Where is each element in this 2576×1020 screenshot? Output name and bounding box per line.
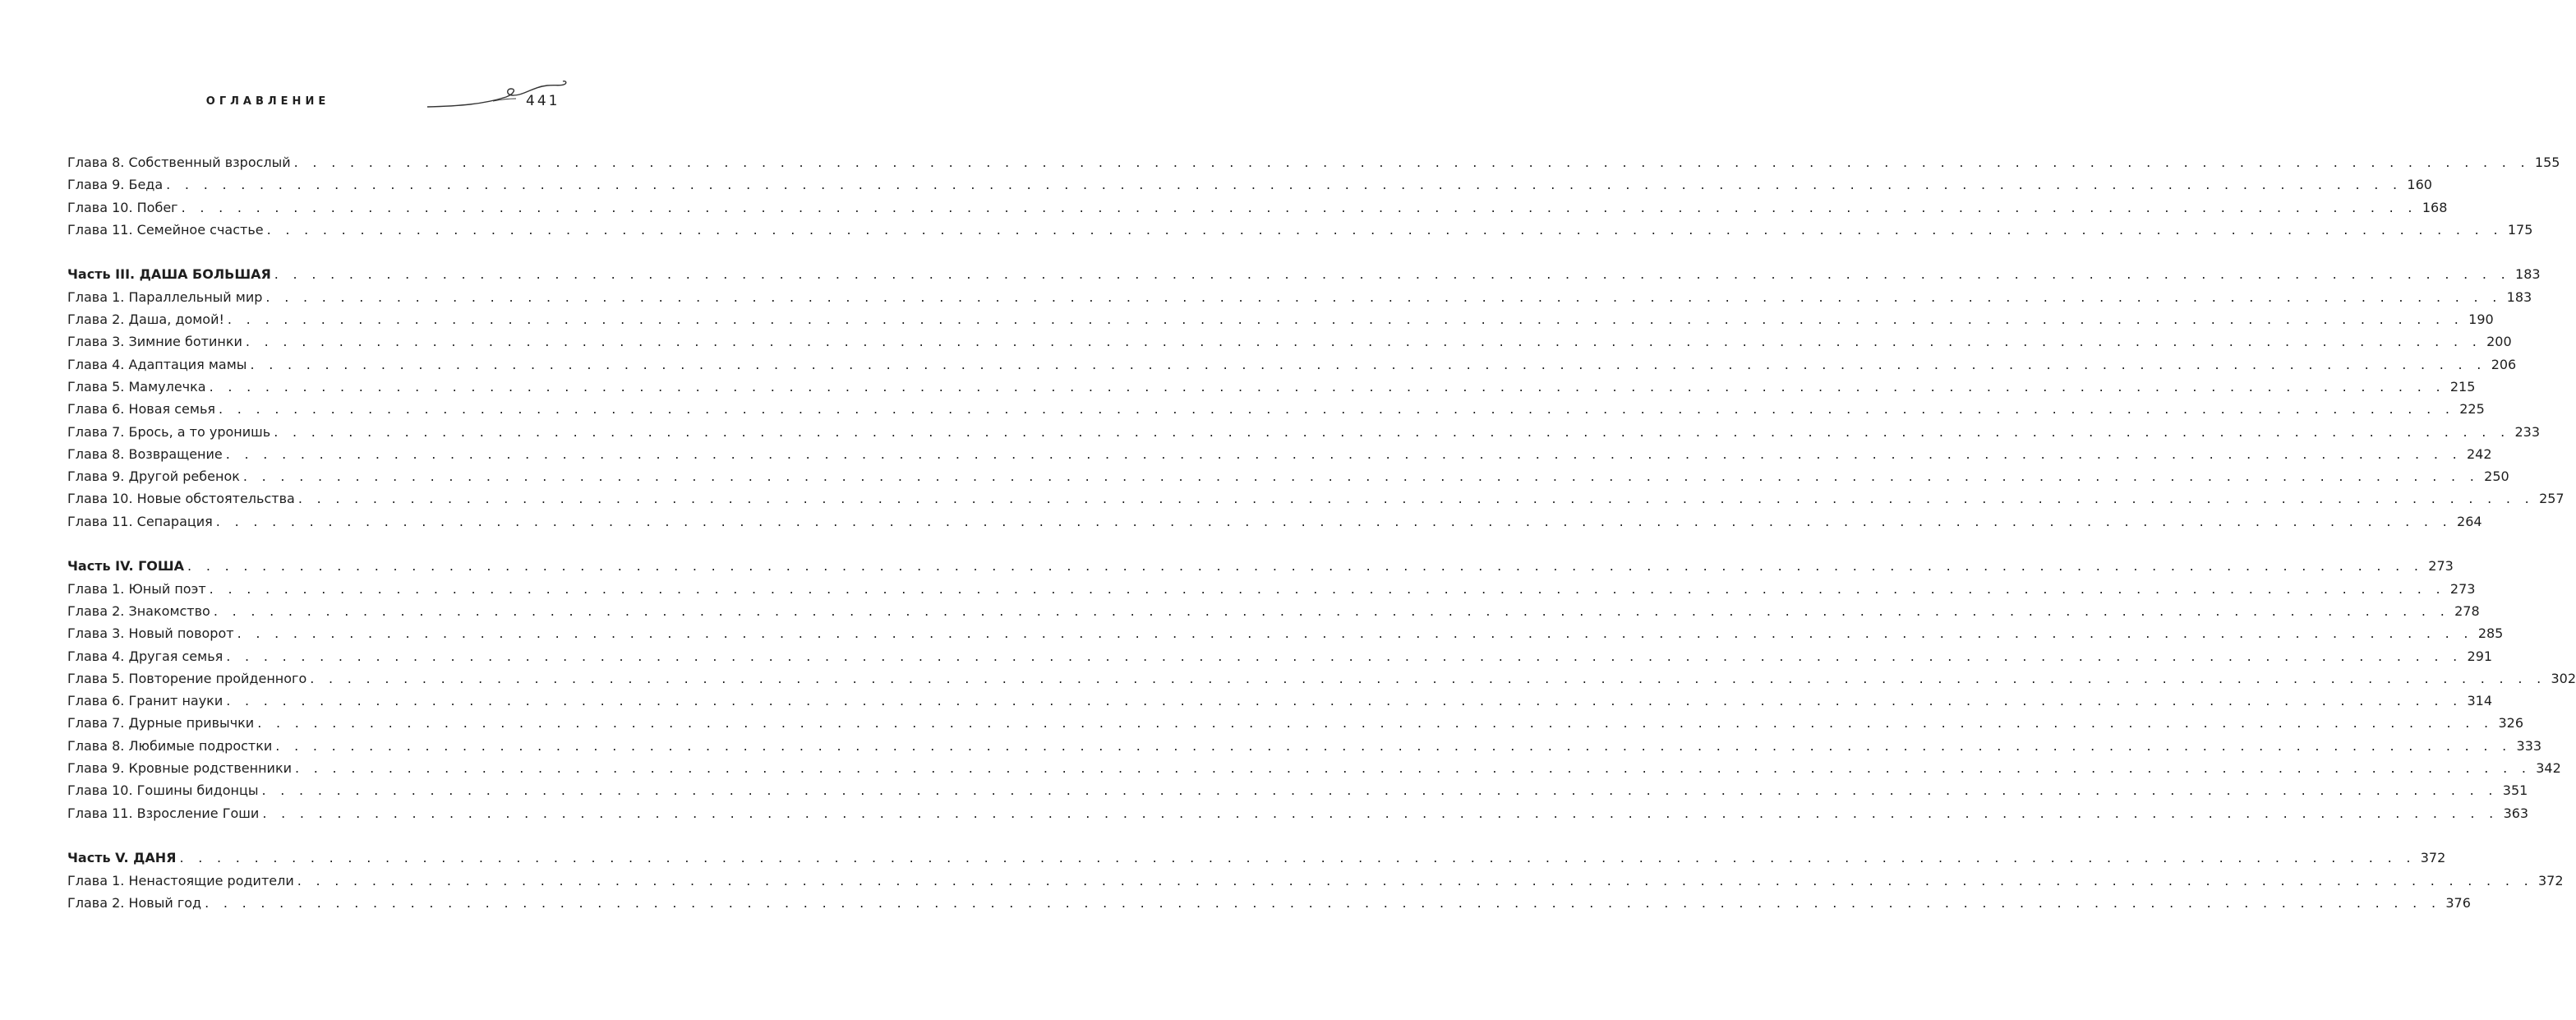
toc-chapter-entry xyxy=(67,330,2512,353)
dot-leader: . . . . . . . . . . . . . . . . . . . . . . . . . . . . . . . . . . . . . . . . . . . . . . . . . . . . . . . . . . . . . . . . . . . . . . . . . . . . . . . . . . . . . . . . . . . . . . . . . . . . . . . . . . . . . . . . . . . . . . . . xyxy=(274,266,2511,283)
toc-chapter-entry xyxy=(67,151,2560,173)
toc-chapter-entry xyxy=(67,443,2492,465)
toc-chapter-entry xyxy=(67,600,2480,622)
toc-chapter-entry xyxy=(67,421,2541,443)
page-ref: 264 xyxy=(2457,513,2482,529)
page-ref: 273 xyxy=(2449,580,2476,597)
chapter-title: Глава 1. Ненастоящие родители xyxy=(67,872,294,888)
page-ref: 326 xyxy=(2498,715,2523,732)
toc-chapter-entry xyxy=(67,398,2485,420)
chapter-title: Глава 11. Сепарация xyxy=(67,513,213,529)
dot-leader: . . . . . . . . . . . . . . . . . . . . . . . . . . . . . . . . . . . . . . . . . . . . . . . . . . . . . . . . . . . . . . . . . . . . . . . . . . . . . . . . . . . . . . . . . . . . . . . . . . . . . . . . . . . . . . . . . . . . . . . . xyxy=(225,445,2462,462)
chapter-title: Глава 8. Возвращение xyxy=(67,445,223,462)
dot-leader: . . . . . . . . . . . . . . . . . . . . . . . . . . . . . . . . . . . . . . . . . . . . . . . . . . . . . . . . . . . . . . . . . . . . . . . . . . . . . . . . . . . . . . . . . . . . . . . . . . . . . . . . . . . . . . . . . . . . . . . . xyxy=(187,558,2424,575)
toc-chapter-entry xyxy=(67,712,2523,734)
page-ref: 278 xyxy=(2454,602,2480,619)
dot-leader: . . . . . . . . . . . . . . . . . . . . . . . . . . . . . . . . . . . . . . . . . . . . . . . . . . . . . . . . . . . . . . . . . . . . . . . . . . . . . . . . . . . . . . . . . . . . . . . . . . . . . . . . . . . . . . . . . . . . . . . . xyxy=(215,513,2453,529)
chapter-title: Глава 11. Взросление Гоши xyxy=(67,805,260,821)
toc-chapter-entry xyxy=(67,735,2542,757)
dot-leader: . . . . . . . . . . . . . . . . . . . . . . . . . . . . . . . . . . . . . . . . . . . . . . . . . . . . . . . . . . . . . . . . . . . . . . . . . . . . . . . . . . . . . . . . . . . . . . . . . . . . . . . . . . . . . . . . . . . . . . . . xyxy=(261,782,2498,799)
toc-chapter-entry xyxy=(67,578,2476,600)
toc-chapter-entry xyxy=(67,376,2476,398)
toc-part-entry xyxy=(67,555,2454,577)
dot-leader: . . . . . . . . . . . . . . . . . . . . . . . . . . . . . . . . . . . . . . . . . . . . . . . . . . . . . . . . . . . . . . . . . . . . . . . . . . . . . . . . . . . . . . . . . . . . . . . . . . . . . . . . . . . . . . . . . . . . . . . . xyxy=(226,693,2463,709)
dot-leader: . . . . . . . . . . . . . . . . . . . . . . . . . . . . . . . . . . . . . . . . . . . . . . . . . . . . . . . . . . . . . . . . . . . . . . . . . . . . . . . . . . . . . . . . . . . . . . . . . . . . . . . . . . . . . . . . . . . . . . . . xyxy=(242,468,2480,485)
chapter-title: Глава 4. Адаптация мамы xyxy=(67,356,247,372)
dot-leader: . . . . . . . . . . . . . . . . . . . . . . . . . . . . . . . . . . . . . . . . . . . . . . . . . . . . . . . . . . . . . . . . . . . . . . . . . . . . . . . . . . . . . . . . . . . . . . . . . . . . . . . . . . . . . . . . . . . . . . . . xyxy=(274,423,2510,440)
chapter-title: Глава 6. Гранит науки xyxy=(67,693,223,709)
part-title: Часть III. ДАША БОЛЬШАЯ xyxy=(67,266,271,283)
toc-chapter-entry xyxy=(67,196,2448,219)
dot-leader: . . . . . . . . . . . . . . . . . . . . . . . . . . . . . . . . . . . . . . . . . . . . . . . . . . . . . . . . . . . . . . . . . . . . . . . . . . . . . . . . . . . . . . . . . . . . . . . . . . . . . . . . . . . . . . . . . . . . . . . . xyxy=(257,715,2494,732)
table-of-contents xyxy=(67,151,2576,914)
toc-chapter-entry xyxy=(67,892,2471,914)
page-ref: 372 xyxy=(2420,850,2446,866)
page-ref: 215 xyxy=(2449,378,2476,395)
dot-leader: . . . . . . . . . . . . . . . . . . . . . . . . . . . . . . . . . . . . . . . . . . . . . . . . . . . . . . . . . . . . . . . . . . . . . . . . . . . . . . . . . . . . . . . . . . . . . . . . . . . . . . . . . . . . . . . . . . . . . . . . xyxy=(209,580,2445,597)
page-ref: 250 xyxy=(2484,468,2509,485)
page-ref: 351 xyxy=(2502,782,2528,799)
chapter-title: Глава 2. Знакомство xyxy=(67,602,210,619)
chapter-title: Глава 10. Гошины бидонцы xyxy=(67,782,259,799)
chapter-title: Глава 8. Любимые подростки xyxy=(67,737,273,754)
chapter-title: Глава 3. Зимние ботинки xyxy=(67,334,242,350)
dot-leader: . . . . . . . . . . . . . . . . . . . . . . . . . . . . . . . . . . . . . . . . . . . . . . . . . . . . . . . . . . . . . . . . . . . . . . . . . . . . . . . . . . . . . . . . . . . . . . . . . . . . . . . . . . . . . . . . . . . . . . . . xyxy=(237,625,2473,642)
page-ref: 233 xyxy=(2514,423,2541,440)
dot-leader: . . . . . . . . . . . . . . . . . . . . . . . . . . . . . . . . . . . . . . . . . . . . . . . . . . . . . . . . . . . . . . . . . . . . . . . . . . . . . . . . . . . . . . . . . . . . . . . . . . . . . . . . . . . . . . . . . . . . . . . . xyxy=(293,155,2530,170)
section-gap xyxy=(67,824,526,847)
toc-part-entry xyxy=(67,847,2446,869)
toc-chapter-entry xyxy=(67,487,2564,510)
dot-leader: . . . . . . . . . . . . . . . . . . . . . . . . . . . . . . . . . . . . . . . . . . . . . . . . . . . . . . . . . . . . . . . . . . . . . . . . . . . . . . . . . . . . . . . . . . . . . . . . . . . . . . . . . . . . . . . . . . . . . . . . xyxy=(226,648,2463,664)
toc-chapter-entry xyxy=(67,667,2576,690)
page-ref: 376 xyxy=(2445,894,2471,911)
page-ref: 175 xyxy=(2507,221,2533,238)
chapter-title: Глава 1. Юный поэт xyxy=(67,580,206,597)
dot-leader: . . . . . . . . . . . . . . . . . . . . . . . . . . . . . . . . . . . . . . . . . . . . . . . . . . . . . . . . . . . . . . . . . . . . . . . . . . . . . . . . . . . . . . . . . . . . . . . . . . . . . . . . . . . . . . . . . . . . . . . . xyxy=(297,491,2535,507)
chapter-title: Глава 3. Новый поворот xyxy=(67,625,234,642)
dot-leader: . . . . . . . . . . . . . . . . . . . . . . . . . . . . . . . . . . . . . . . . . . . . . . . . . . . . . . . . . . . . . . . . . . . . . . . . . . . . . . . . . . . . . . . . . . . . . . . . . . . . . . . . . . . . . . . . . . . . . . . . xyxy=(295,760,2532,777)
chapter-title: Глава 2. Даша, домой! xyxy=(67,312,224,328)
page-number: 441 xyxy=(526,93,560,109)
page-ref: 206 xyxy=(2491,356,2517,372)
page-ref: 314 xyxy=(2467,693,2493,709)
toc-chapter-entry xyxy=(67,510,2482,533)
toc-chapter-entry xyxy=(67,870,2564,892)
page-ref: 257 xyxy=(2539,491,2564,507)
page-ref: 372 xyxy=(2537,872,2564,888)
dot-leader: . . . . . . . . . . . . . . . . . . . . . . . . . . . . . . . . . . . . . . . . . . . . . . . . . . . . . . . . . . . . . . . . . . . . . . . . . . . . . . . . . . . . . . . . . . . . . . . . . . . . . . . . . . . . . . . . . . . . . . . . xyxy=(275,737,2512,754)
chapter-title: Глава 5. Мамулечка xyxy=(67,378,206,395)
chapter-title: Глава 6. Новая семья xyxy=(67,401,215,418)
page-ref: 302 xyxy=(2551,670,2576,686)
chapter-title: Глава 9. Кровные родственники xyxy=(67,760,292,777)
page-ref: 333 xyxy=(2516,737,2542,754)
page-ref: 190 xyxy=(2468,312,2494,328)
page-ref: 363 xyxy=(2503,805,2529,821)
page-ref: 183 xyxy=(2515,266,2541,283)
dot-leader: . . . . . . . . . . . . . . . . . . . . . . . . . . . . . . . . . . . . . . . . . . . . . . . . . . . . . . . . . . . . . . . . . . . . . . . . . . . . . . . . . . . . . . . . . . . . . . . . . . . . . . . . . . . . . . . . . . . . . . . . xyxy=(209,378,2445,395)
toc-chapter-entry xyxy=(67,802,2529,824)
section-gap xyxy=(67,533,526,555)
running-header-title: ОГЛАВЛЕНИЕ xyxy=(205,95,330,108)
chapter-title: Глава 9. Другой ребенок xyxy=(67,468,240,485)
toc-chapter-entry xyxy=(67,779,2528,801)
page-ref: 273 xyxy=(2428,558,2454,575)
toc-part-entry xyxy=(67,263,2541,285)
dot-leader: . . . . . . . . . . . . . . . . . . . . . . . . . . . . . . . . . . . . . . . . . . . . . . . . . . . . . . . . . . . . . . . . . . . . . . . . . . . . . . . . . . . . . . . . . . . . . . . . . . . . . . . . . . . . . . . . . . . . . . . . xyxy=(181,199,2417,215)
toc-chapter-entry xyxy=(67,757,2561,779)
dot-leader: . . . . . . . . . . . . . . . . . . . . . . . . . . . . . . . . . . . . . . . . . . . . . . . . . . . . . . . . . . . . . . . . . . . . . . . . . . . . . . . . . . . . . . . . . . . . . . . . . . . . . . . . . . . . . . . . . . . . . . . . xyxy=(205,894,2441,911)
toc-chapter-entry xyxy=(67,173,2432,196)
toc-chapter-entry xyxy=(67,690,2493,712)
section-gap xyxy=(67,241,526,263)
chapter-title: Глава 10. Побег xyxy=(67,199,178,215)
chapter-title: Глава 4. Другая семья xyxy=(67,648,223,664)
part-title: Часть V. ДАНЯ xyxy=(67,850,177,866)
toc-chapter-entry xyxy=(67,622,2504,644)
dot-leader: . . . . . . . . . . . . . . . . . . . . . . . . . . . . . . . . . . . . . . . . . . . . . . . . . . . . . . . . . . . . . . . . . . . . . . . . . . . . . . . . . . . . . . . . . . . . . . . . . . . . . . . . . . . . . . . . . . . . . . . . xyxy=(227,312,2464,328)
dot-leader: . . . . . . . . . . . . . . . . . . . . . . . . . . . . . . . . . . . . . . . . . . . . . . . . . . . . . . . . . . . . . . . . . . . . . . . . . . . . . . . . . . . . . . . . . . . . . . . . . . . . . . . . . . . . . . . . . . . . . . . . xyxy=(265,288,2502,305)
dot-leader: . . . . . . . . . . . . . . . . . . . . . . . . . . . . . . . . . . . . . . . . . . . . . . . . . . . . . . . . . . . . . . . . . . . . . . . . . . . . . . . . . . . . . . . . . . . . . . . . . . . . . . . . . . . . . . . . . . . . . . . . xyxy=(310,670,2546,686)
chapter-title: Глава 1. Параллельный мир xyxy=(67,288,263,305)
dot-leader: . . . . . . . . . . . . . . . . . . . . . . . . . . . . . . . . . . . . . . . . . . . . . . . . . . . . . . . . . . . . . . . . . . . . . . . . . . . . . . . . . . . . . . . . . . . . . . . . . . . . . . . . . . . . . . . . . . . . . . . . xyxy=(245,334,2482,350)
toc-chapter-entry xyxy=(67,645,2493,667)
chapter-title: Глава 8. Собственный взрослый xyxy=(67,155,291,170)
page-ref: 183 xyxy=(2506,288,2532,305)
chapter-title: Глава 11. Семейное счастье xyxy=(67,221,264,238)
chapter-title: Глава 10. Новые обстоятельства xyxy=(67,491,295,507)
dot-leader: . . . . . . . . . . . . . . . . . . . . . . . . . . . . . . . . . . . . . . . . . . . . . . . . . . . . . . . . . . . . . . . . . . . . . . . . . . . . . . . . . . . . . . . . . . . . . . . . . . . . . . . . . . . . . . . . . . . . . . . . xyxy=(262,805,2499,821)
toc-chapter-entry xyxy=(67,353,2517,376)
dot-leader: . . . . . . . . . . . . . . . . . . . . . . . . . . . . . . . . . . . . . . . . . . . . . . . . . . . . . . . . . . . . . . . . . . . . . . . . . . . . . . . . . . . . . . . . . . . . . . . . . . . . . . . . . . . . . . . . . . . . . . . . xyxy=(166,177,2403,193)
chapter-title: Глава 5. Повторение пройденного xyxy=(67,670,307,686)
toc-chapter-entry xyxy=(67,465,2509,487)
toc-chapter-entry xyxy=(67,219,2533,241)
dot-leader: . . . . . . . . . . . . . . . . . . . . . . . . . . . . . . . . . . . . . . . . . . . . . . . . . . . . . . . . . . . . . . . . . . . . . . . . . . . . . . . . . . . . . . . . . . . . . . . . . . . . . . . . . . . . . . . . . . . . . . . . xyxy=(213,602,2450,619)
page-ref: 285 xyxy=(2477,625,2504,642)
dot-leader: . . . . . . . . . . . . . . . . . . . . . . . . . . . . . . . . . . . . . . . . . . . . . . . . . . . . . . . . . . . . . . . . . . . . . . . . . . . . . . . . . . . . . . . . . . . . . . . . . . . . . . . . . . . . . . . . . . . . . . . . xyxy=(219,401,2455,418)
page-ref: 291 xyxy=(2467,648,2493,664)
page-ref: 242 xyxy=(2467,445,2492,462)
dot-leader: . . . . . . . . . . . . . . . . . . . . . . . . . . . . . . . . . . . . . . . . . . . . . . . . . . . . . . . . . . . . . . . . . . . . . . . . . . . . . . . . . . . . . . . . . . . . . . . . . . . . . . . . . . . . . . . . . . . . . . . . xyxy=(179,850,2416,866)
dot-leader: . . . . . . . . . . . . . . . . . . . . . . . . . . . . . . . . . . . . . . . . . . . . . . . . . . . . . . . . . . . . . . . . . . . . . . . . . . . . . . . . . . . . . . . . . . . . . . . . . . . . . . . . . . . . . . . . . . . . . . . . xyxy=(250,356,2486,372)
chapter-title: Глава 7. Брось, а то уронишь xyxy=(67,423,271,440)
dot-leader: . . . . . . . . . . . . . . . . . . . . . . . . . . . . . . . . . . . . . . . . . . . . . . . . . . . . . . . . . . . . . . . . . . . . . . . . . . . . . . . . . . . . . . . . . . . . . . . . . . . . . . . . . . . . . . . . . . . . . . . . xyxy=(266,221,2503,238)
toc-chapter-entry xyxy=(67,308,2494,330)
dot-leader: . . . . . . . . . . . . . . . . . . . . . . . . . . . . . . . . . . . . . . . . . . . . . . . . . . . . . . . . . . . . . . . . . . . . . . . . . . . . . . . . . . . . . . . . . . . . . . . . . . . . . . . . . . . . . . . . . . . . . . . . xyxy=(297,872,2533,888)
page-ref: 225 xyxy=(2459,401,2485,418)
chapter-title: Глава 7. Дурные привычки xyxy=(67,715,255,732)
chapter-title: Глава 9. Беда xyxy=(67,177,164,193)
chapter-title: Глава 2. Новый год xyxy=(67,894,202,911)
page-ref: 200 xyxy=(2486,334,2512,350)
part-title: Часть IV. ГОША xyxy=(67,558,185,575)
page-ref: 342 xyxy=(2536,760,2561,777)
page-ref: 155 xyxy=(2534,155,2560,170)
page-ref: 160 xyxy=(2407,177,2432,193)
page-ref: 168 xyxy=(2422,199,2448,215)
toc-chapter-entry xyxy=(67,286,2532,308)
